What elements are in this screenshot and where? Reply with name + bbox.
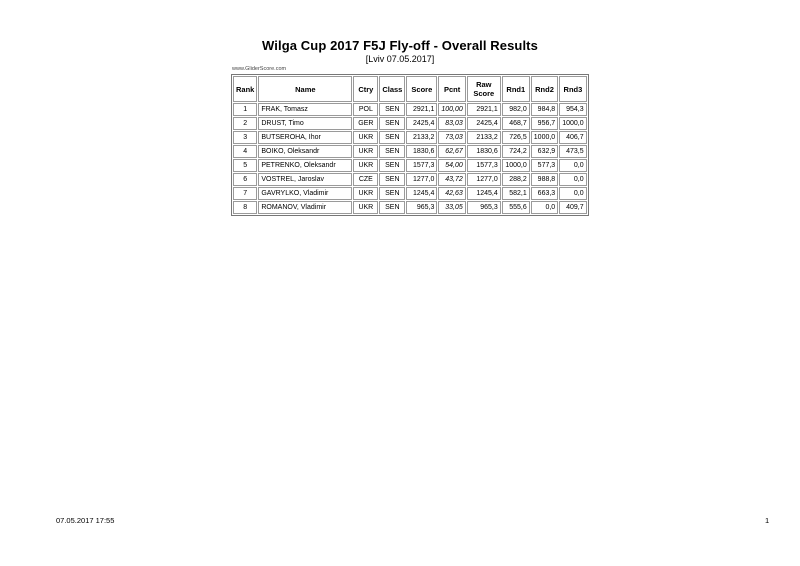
- cell-rnd3: 1000,0: [559, 117, 586, 130]
- cell-score: 1245,4: [406, 187, 437, 200]
- header-raw-line1: Raw: [476, 80, 492, 89]
- cell-name: FRAK, Tomasz: [258, 103, 352, 116]
- cell-name: GAVRYLKO, Vladimir: [258, 187, 352, 200]
- cell-pcnt: 54,00: [438, 159, 465, 172]
- cell-score: 2425,4: [406, 117, 437, 130]
- cell-name: DRUST, Timo: [258, 117, 352, 130]
- header-score: Score: [406, 76, 437, 102]
- cell-raw-score: 2921,1: [467, 103, 501, 116]
- cell-raw-score: 1245,4: [467, 187, 501, 200]
- cell-raw-score: 1277,0: [467, 173, 501, 186]
- table-row: [233, 103, 587, 116]
- cell-rnd2: 632,9: [531, 145, 558, 158]
- cell-rnd3: 0,0: [559, 173, 586, 186]
- cell-rnd1: 726,5: [502, 131, 530, 144]
- cell-pcnt: 42,63: [438, 187, 465, 200]
- cell-rank: 4: [233, 145, 257, 158]
- cell-rank: 6: [233, 173, 257, 186]
- cell-class: SEN: [379, 187, 405, 200]
- cell-score: 1830,6: [406, 145, 437, 158]
- cell-rnd3: 0,0: [559, 159, 586, 172]
- cell-pcnt: 33,05: [438, 201, 465, 214]
- header-pcnt: Pcnt: [438, 76, 465, 102]
- cell-rank: 7: [233, 187, 257, 200]
- table-row: [233, 187, 587, 200]
- header-rnd2: Rnd2: [531, 76, 558, 102]
- header-raw-score: [467, 76, 501, 102]
- cell-raw-score: 2425,4: [467, 117, 501, 130]
- table-row: [233, 145, 587, 158]
- header-class: Class: [379, 76, 405, 102]
- cell-ctry: GER: [353, 117, 378, 130]
- cell-rnd3: 409,7: [559, 201, 586, 214]
- table-row: [233, 173, 587, 186]
- cell-name: BUTSEROHA, Ihor: [258, 131, 352, 144]
- cell-class: SEN: [379, 201, 405, 214]
- cell-class: SEN: [379, 117, 405, 130]
- cell-rnd2: 984,8: [531, 103, 558, 116]
- cell-rnd2: 663,3: [531, 187, 558, 200]
- cell-rnd3: 473,5: [559, 145, 586, 158]
- table-row: [233, 117, 587, 130]
- cell-class: SEN: [379, 173, 405, 186]
- cell-score: 1577,3: [406, 159, 437, 172]
- header-ctry: Ctry: [353, 76, 378, 102]
- cell-class: SEN: [379, 131, 405, 144]
- cell-pcnt: 62,67: [438, 145, 465, 158]
- cell-class: SEN: [379, 145, 405, 158]
- cell-rnd1: 288,2: [502, 173, 530, 186]
- table-row: [233, 201, 587, 214]
- cell-ctry: UKR: [353, 131, 378, 144]
- cell-rnd2: 1000,0: [531, 131, 558, 144]
- cell-rnd1: 582,1: [502, 187, 530, 200]
- header-rnd1: Rnd1: [502, 76, 530, 102]
- header-rank: Rank: [233, 76, 257, 102]
- cell-raw-score: 1830,6: [467, 145, 501, 158]
- cell-pcnt: 73,03: [438, 131, 465, 144]
- cell-ctry: UKR: [353, 159, 378, 172]
- cell-rank: 3: [233, 131, 257, 144]
- cell-name: BOIKO, Oleksandr: [258, 145, 352, 158]
- cell-ctry: CZE: [353, 173, 378, 186]
- cell-score: 965,3: [406, 201, 437, 214]
- cell-rank: 2: [233, 117, 257, 130]
- cell-ctry: UKR: [353, 201, 378, 214]
- cell-rnd3: 0,0: [559, 187, 586, 200]
- page-title: Wilga Cup 2017 F5J Fly-off - Overall Results: [262, 38, 538, 53]
- page-subtitle: [Lviv 07.05.2017]: [365, 54, 435, 64]
- cell-rnd1: 468,7: [502, 117, 530, 130]
- cell-rnd1: 982,0: [502, 103, 530, 116]
- cell-name: ROMANOV, Vladimir: [258, 201, 352, 214]
- cell-ctry: UKR: [353, 145, 378, 158]
- table-row: [233, 131, 587, 144]
- cell-class: SEN: [379, 103, 405, 116]
- cell-rnd1: 1000,0: [502, 159, 530, 172]
- page-number: 1: [765, 516, 770, 525]
- cell-rank: 1: [233, 103, 257, 116]
- cell-rnd2: 988,8: [531, 173, 558, 186]
- cell-pcnt: 100,00: [438, 103, 465, 116]
- results-table: [231, 74, 589, 216]
- cell-rnd1: 555,6: [502, 201, 530, 214]
- cell-pcnt: 83,03: [438, 117, 465, 130]
- header-rnd3: Rnd3: [559, 76, 586, 102]
- header-raw-line2: Score: [473, 89, 495, 98]
- source-link: www.GliderScore.com: [232, 66, 287, 72]
- cell-rnd3: 954,3: [559, 103, 586, 116]
- cell-rnd1: 724,2: [502, 145, 530, 158]
- cell-rnd2: 577,3: [531, 159, 558, 172]
- cell-raw-score: 2133,2: [467, 131, 501, 144]
- cell-class: SEN: [379, 159, 405, 172]
- cell-rank: 8: [233, 201, 257, 214]
- cell-rnd3: 406,7: [559, 131, 586, 144]
- footer-datetime: 07.05.2017 17:55: [56, 516, 115, 525]
- cell-rank: 5: [233, 159, 257, 172]
- cell-name: PETRENKO, Oleksandr: [258, 159, 352, 172]
- cell-name: VOSTREL, Jaroslav: [258, 173, 352, 186]
- cell-rnd2: 956,7: [531, 117, 558, 130]
- cell-pcnt: 43,72: [438, 173, 465, 186]
- header-name: Name: [258, 76, 352, 102]
- cell-raw-score: 1577,3: [467, 159, 501, 172]
- header-row: [233, 76, 587, 102]
- cell-ctry: POL: [353, 103, 378, 116]
- cell-score: 2133,2: [406, 131, 437, 144]
- cell-score: 1277,0: [406, 173, 437, 186]
- cell-raw-score: 965,3: [467, 201, 501, 214]
- cell-score: 2921,1: [406, 103, 437, 116]
- cell-rnd2: 0,0: [531, 201, 558, 214]
- table-row: [233, 159, 587, 172]
- cell-ctry: UKR: [353, 187, 378, 200]
